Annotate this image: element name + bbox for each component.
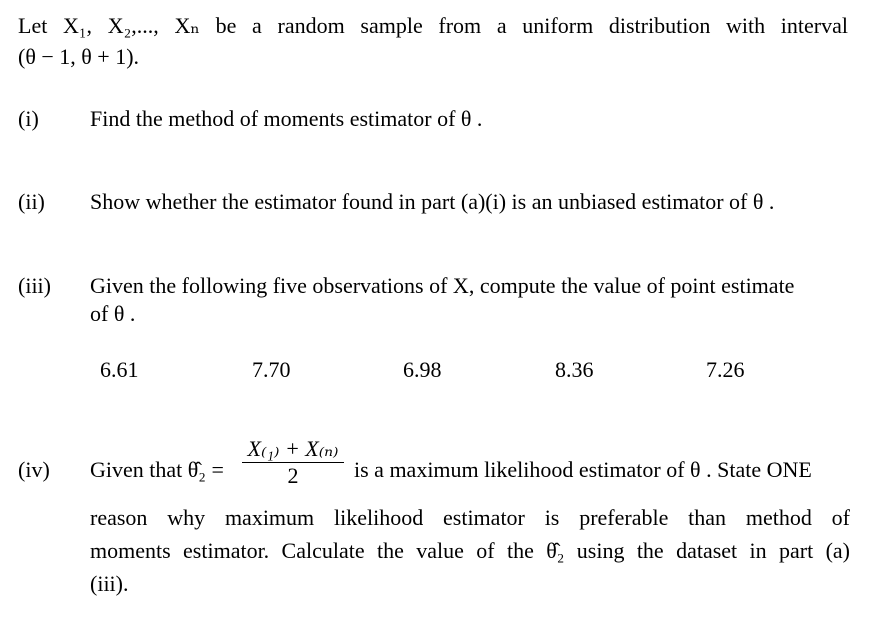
part-iv-text-after: is a maximum likelihood estimator of θ . State ONE xyxy=(354,457,812,482)
part-ii-text: Show whether the estimator found in part (a)(i) is an unbiased estimator of θ . xyxy=(90,189,775,214)
part-i-text: Find the method of moments estimator of θ . xyxy=(90,106,483,131)
part-ii-label: (ii) xyxy=(18,189,45,214)
part-iii-text-line-2: of θ . xyxy=(90,301,136,326)
fraction-numerator: X₍₁₎ + X₍ₙ₎ xyxy=(247,436,339,461)
part-iv-line-2: reason why maximum likelihood estimator is preferable than method of xyxy=(90,505,850,530)
part-iv-label: (iv) xyxy=(18,457,50,482)
observation-value: 8.36 xyxy=(555,357,594,382)
part-iv-line-3: moments estimator. Calculate the value of the θ̂₂ using the dataset in part (a) xyxy=(90,538,850,563)
part-iv-line-4: (iii). xyxy=(90,571,129,596)
part-iii-label: (iii) xyxy=(18,273,51,298)
intro-line-2: (θ − 1, θ + 1). xyxy=(18,44,140,69)
mle-fraction xyxy=(240,436,346,489)
fraction-denominator: 2 xyxy=(287,463,299,488)
part-iv-lead: Given that θ̂₂ = xyxy=(90,457,224,482)
observation-value: 7.70 xyxy=(252,357,291,382)
part-i-label: (i) xyxy=(18,106,39,131)
intro-line-1: Let X₁, X₂,..., Xₙ be a random sample from a uniform distribution with interval xyxy=(18,13,848,38)
observation-value: 6.61 xyxy=(100,357,139,382)
observation-value: 6.98 xyxy=(403,357,442,382)
part-iii-text-line-1: Given the following five observations of X, compute the value of point estimate xyxy=(90,273,795,298)
observation-value: 7.26 xyxy=(706,357,745,382)
